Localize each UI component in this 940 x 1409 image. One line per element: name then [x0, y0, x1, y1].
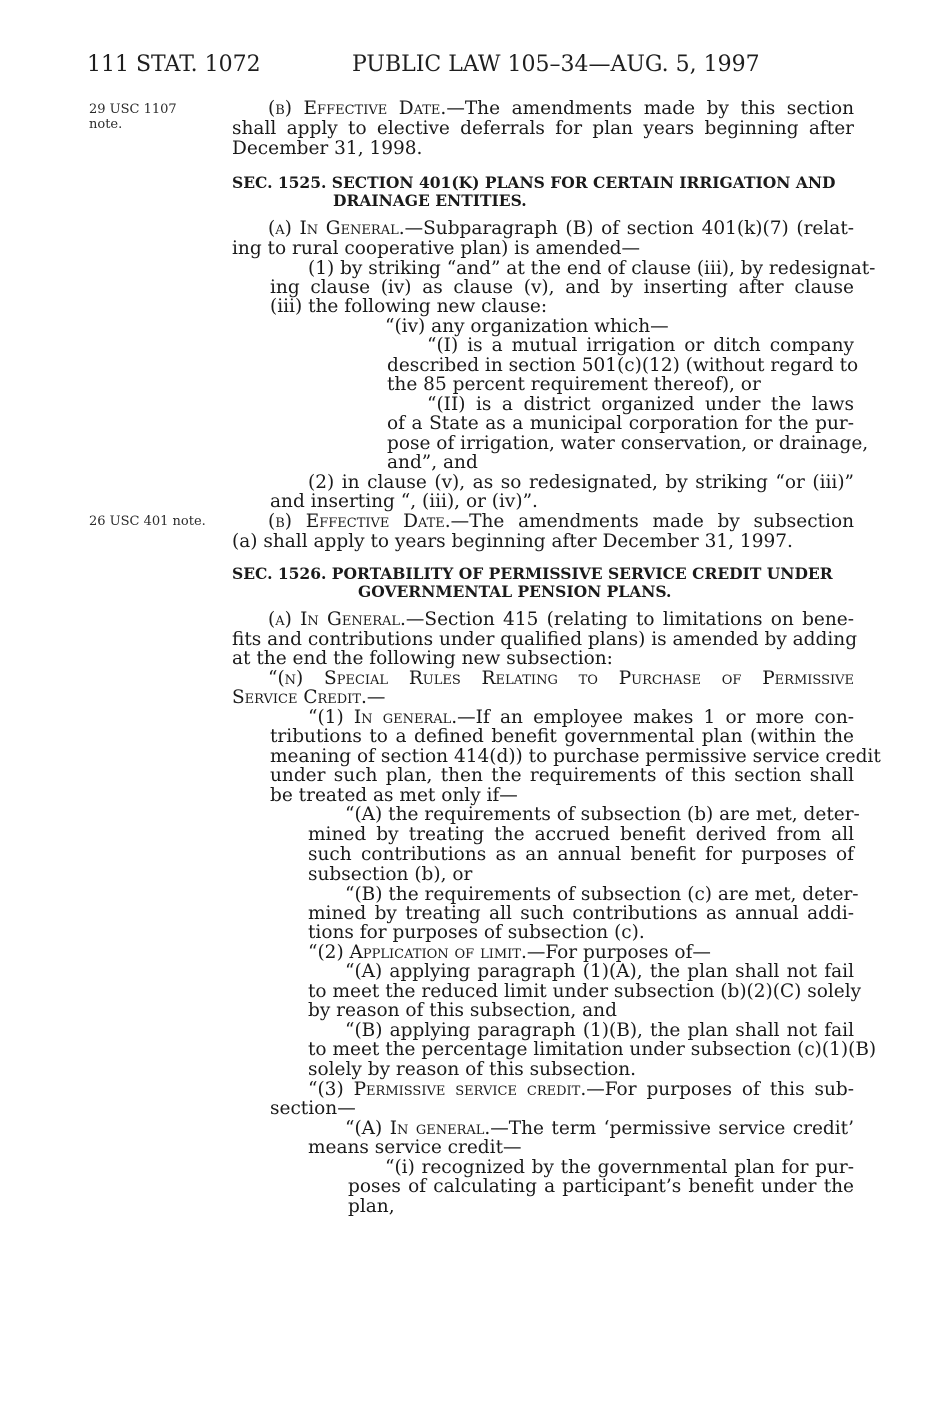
text-line: at the end the following new subsection:	[232, 648, 613, 669]
text-line: (2) in clause (v), as so redesignated, by striking “or (iii)”	[308, 472, 854, 493]
text-line: Service Credit.—	[232, 687, 386, 708]
text-line: “(II) is a district organized under the laws	[427, 394, 854, 415]
text-line: “(B) the requirements of subsection (c) are met, deter-	[345, 884, 859, 905]
text-line	[308, 708, 854, 728]
run-text: —The amendments made by this section	[446, 98, 855, 119]
section-heading-1525-cont: DRAINAGE ENTITIES.	[333, 191, 527, 210]
text-line	[268, 610, 854, 630]
text-line: shall apply to elective deferrals for plan years beginning after	[232, 118, 854, 139]
text-line: “(n) Special Rules Relating to Purchase of Permissive	[268, 668, 854, 689]
text-line: poses of calculating a participant’s benefit under the	[348, 1176, 854, 1197]
run-heading: “(3) Permissive service credit.	[308, 1079, 587, 1100]
run-text: —Section 415 (relating to limitations on bene-	[405, 609, 854, 630]
run-heading: (a) In General.	[268, 218, 405, 239]
section-heading-1526: SEC. 1526. PORTABILITY OF PERMISSIVE SERVICE CREDIT UNDER	[232, 564, 833, 583]
run-heading: (b) Effective Date.	[268, 511, 451, 532]
text-line: “(iv) any organization which—	[385, 316, 669, 337]
text-line: of a State as a municipal corporation for the pur-	[387, 413, 854, 434]
text-line: described in section 501(c)(12) (without regard to	[387, 355, 859, 376]
text-line	[308, 1080, 854, 1100]
text-line: “(i) recognized by the governmental plan for pur-	[385, 1157, 854, 1178]
text-line: such contributions as an annual benefit for purposes of	[308, 844, 854, 865]
run-text: —If an employee makes 1 or more con-	[457, 707, 854, 728]
text-line: “(B) applying paragraph (1)(B), the plan shall not fail	[345, 1020, 854, 1041]
text-line: ing to rural cooperative plan) is amended—	[232, 238, 641, 259]
text-line: under such plan, then the requirements of this section shall	[270, 765, 854, 786]
text-line	[268, 512, 854, 532]
text-line: to meet the percentage limitation under subsection (c)(1)(B)	[308, 1039, 877, 1060]
text-line: be treated as met only if—	[270, 785, 518, 806]
run-heading: “(A) In general.	[345, 1118, 491, 1139]
text-line: mined by treating the accrued benefit derived from all	[308, 824, 854, 845]
text-line: tions for purposes of subsection (c).	[308, 922, 645, 943]
text-line: subsection (b), or	[308, 864, 473, 885]
run-text: —For purposes of this sub-	[586, 1079, 855, 1100]
page-title: PUBLIC LAW 105–34—AUG. 5, 1997	[352, 52, 760, 77]
section-heading-1526-cont: GOVERNMENTAL PENSION PLANS.	[358, 582, 672, 601]
text-line: (1) by striking “and” at the end of clause (iii), by redesignat-	[308, 258, 876, 279]
text-line: “(A) the requirements of subsection (b) are met, deter-	[345, 804, 860, 825]
run-heading: “(1) In general.	[308, 707, 458, 728]
margin-note-29-usc-1107: 29 USC 1107	[89, 102, 177, 117]
run-text: —The amendments made by subsection	[450, 511, 855, 532]
text-line: mined by treating all such contributions as annual addi-	[308, 903, 854, 924]
text-line: means service credit—	[308, 1137, 522, 1158]
run-heading: (b) Effective Date.	[268, 98, 447, 119]
text-line: December 31, 1998.	[232, 138, 423, 159]
text-line: ing clause (iv) as clause (v), and by inserting after clause	[270, 277, 854, 298]
text-line: “(A) applying paragraph (1)(A), the plan shall not fail	[345, 961, 854, 982]
text-line	[268, 219, 854, 239]
text-line	[268, 99, 854, 119]
run-text: —The term ‘permissive service credit’	[490, 1118, 854, 1139]
text-line	[345, 1119, 854, 1139]
run-text: —For purposes of—	[526, 942, 711, 963]
text-line: tributions to a defined benefit governmental plan (within the	[270, 726, 854, 747]
text-line	[308, 943, 711, 963]
text-line: section—	[270, 1098, 356, 1119]
text-line: to meet the reduced limit under subsection (b)(2)(C) solely	[308, 981, 862, 1002]
run-heading: (a) In General.	[268, 609, 406, 630]
text-line: and”, and	[387, 452, 478, 473]
text-line: “(I) is a mutual irrigation or ditch company	[427, 335, 854, 356]
run-heading: “(2) Application of limit.	[308, 942, 527, 963]
text-line: (iii) the following new clause:	[270, 296, 548, 317]
text-line: plan,	[348, 1196, 395, 1217]
text-line: pose of irrigation, water conservation, or drainage,	[387, 433, 869, 454]
text-line: by reason of this subsection, and	[308, 1000, 617, 1021]
text-line: the 85 percent requirement thereof), or	[387, 374, 761, 395]
margin-note-26-usc-401: 26 USC 401 note.	[89, 514, 206, 529]
text-line: solely by reason of this subsection.	[308, 1059, 637, 1080]
text-line: and inserting “, (iii), or (iv)”.	[270, 491, 538, 512]
text-line: (a) shall apply to years beginning after December 31, 1997.	[232, 531, 793, 552]
page-stat-number: 111 STAT. 1072	[87, 52, 261, 77]
text-line: meaning of section 414(d)) to purchase permissive service credit	[270, 746, 881, 767]
text-line: fits and contributions under qualified plans) is amended by adding	[232, 629, 858, 650]
section-heading-1525: SEC. 1525. SECTION 401(K) PLANS FOR CERTAIN IRRIGATION AND	[232, 173, 836, 192]
run-text: —Subparagraph (B) of section 401(k)(7) (relat-	[404, 218, 855, 239]
margin-note-note: note.	[89, 117, 123, 132]
